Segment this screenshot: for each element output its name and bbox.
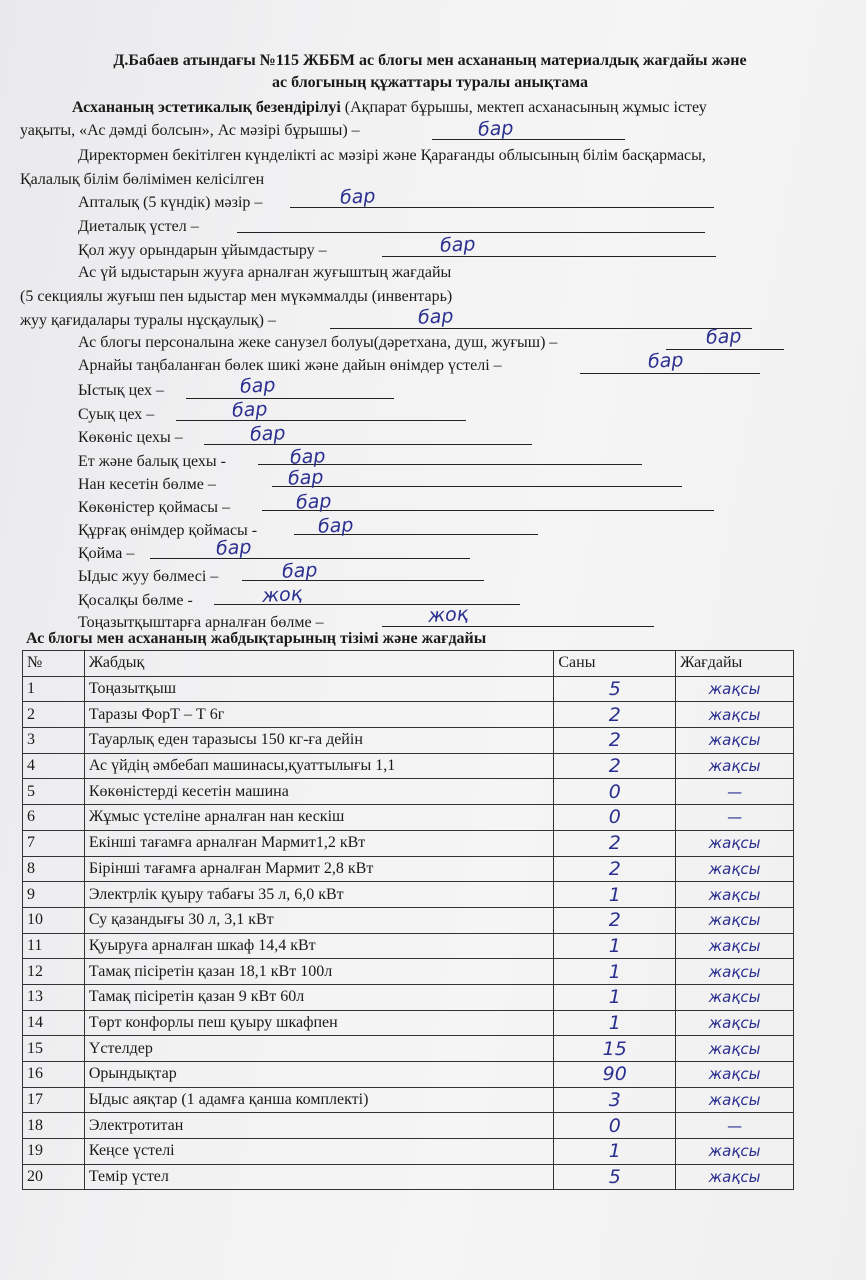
equipment-quantity: 2 [554, 830, 676, 856]
equipment-state: жақсы [676, 728, 794, 754]
header-qty: Саны [554, 651, 676, 677]
equipment-state: жақсы [676, 959, 794, 985]
table-row [23, 856, 794, 882]
vegetable-shop-label: Көкөніс цехы – [78, 429, 183, 446]
row-number: 16 [23, 1062, 85, 1088]
vegetable-store-answer: бар [295, 490, 332, 514]
equipment-quantity: 5 [554, 1164, 676, 1190]
storage-label: Қойма – [78, 545, 135, 562]
equipment-name: Тоңазытқыш [84, 676, 554, 702]
auxiliary-room-answer: жоқ [261, 582, 303, 608]
equipment-quantity: 0 [554, 805, 676, 831]
diet-table-label: Диеталық үстел – [78, 218, 199, 235]
table-row [23, 1087, 794, 1113]
equipment-name: Тамақ пісіретін қазан 18,1 кВт 100л [84, 959, 554, 985]
table-row [23, 907, 794, 933]
equipment-table-body [23, 676, 794, 1190]
equipment-quantity: 1 [554, 984, 676, 1010]
equipment-state: — [676, 1113, 794, 1139]
row-number: 5 [23, 779, 85, 805]
row-number: 1 [23, 676, 85, 702]
meat-fish-shop-label: Ет және балық цехы - [78, 453, 227, 470]
aesthetics-line-1 [72, 98, 707, 118]
equipment-state: жақсы [676, 882, 794, 908]
equipment-quantity: 15 [554, 1036, 676, 1062]
equipment-state: жақсы [676, 856, 794, 882]
handwash-answer: бар [439, 233, 476, 257]
equipment-quantity: 3 [554, 1087, 676, 1113]
equipment-name: Төрт конфорлы пеш қуыру шкафпен [84, 1010, 554, 1036]
equipment-quantity: 1 [554, 1010, 676, 1036]
cold-shop-line [176, 402, 466, 421]
row-number: 14 [23, 1010, 85, 1036]
row-number: 10 [23, 907, 85, 933]
equipment-state: жақсы [676, 1139, 794, 1165]
title-line-1: Д.Бабаев атындағы №115 ЖББМ ас блогы мен асхананың материалдық жағдайы және [113, 52, 747, 69]
equipment-quantity: 2 [554, 753, 676, 779]
equipment-quantity: 1 [554, 1139, 676, 1165]
equipment-quantity: 0 [554, 1113, 676, 1139]
table-row [23, 882, 794, 908]
equipment-quantity: 1 [554, 933, 676, 959]
vegetable-shop-answer: бар [249, 422, 286, 446]
equipment-state: жақсы [676, 1036, 794, 1062]
row-number: 2 [23, 702, 85, 728]
row-number: 9 [23, 882, 85, 908]
equipment-state: жақсы [676, 1062, 794, 1088]
equipment-state: жақсы [676, 753, 794, 779]
marked-tables-label: Арнайы таңбаланған бөлек шикі және дайын өнімдер үстелі – [78, 357, 502, 374]
handwash-line [382, 238, 716, 257]
row-number: 12 [23, 959, 85, 985]
table-row [23, 933, 794, 959]
row-number: 20 [23, 1164, 85, 1190]
table-row [23, 779, 794, 805]
equipment-name: Жұмыс үстеліне арналған нан кескіш [84, 805, 554, 831]
aesthetics-answer-line [432, 121, 625, 140]
bread-room-answer: бар [287, 466, 324, 490]
row-number: 7 [23, 830, 85, 856]
document-title [30, 50, 830, 94]
storage-line [150, 540, 470, 559]
table-header-row [23, 651, 794, 677]
fridge-room-line [382, 608, 654, 627]
equipment-name: Екінші тағамға арналған Мармит1,2 кВт [84, 830, 554, 856]
equipment-quantity: 2 [554, 728, 676, 754]
hot-shop-label: Ыстық цех – [78, 382, 165, 399]
dishwash-line [330, 310, 752, 329]
row-number: 8 [23, 856, 85, 882]
table-row [23, 1164, 794, 1190]
dishwash-room-answer: бар [281, 559, 318, 583]
bread-room-label: Нан кесетін бөлме – [78, 476, 216, 493]
table-row [23, 1010, 794, 1036]
equipment-name: Электротитан [84, 1113, 554, 1139]
table-row [23, 676, 794, 702]
dishwash-room-line [242, 559, 484, 583]
dishwash-line-3: жуу қағидалары туралы нұсқаулық) – [20, 312, 276, 329]
table-row [23, 959, 794, 985]
table-row [23, 1062, 794, 1088]
staff-sanitary-answer: бар [705, 325, 742, 349]
hot-shop-line [186, 380, 394, 399]
auxiliary-room-line [214, 582, 520, 608]
header-name: Жабдық [84, 651, 554, 677]
storage-answer: бар [215, 536, 252, 560]
equipment-state: жақсы [676, 676, 794, 702]
equipment-quantity: 2 [554, 856, 676, 882]
equipment-name: Электрлік қуыру табағы 35 л, 6,0 кВт [84, 882, 554, 908]
table-row [23, 728, 794, 754]
table-row [23, 702, 794, 728]
hot-shop-answer: бар [239, 374, 276, 398]
staff-sanitary-label: Ас блогы персоналына жеке санузел болуы(дәретхана, душ, жуғыш) – [78, 334, 558, 351]
bread-room-line [272, 466, 682, 490]
equipment-state: жақсы [676, 907, 794, 933]
equipment-state: жақсы [676, 702, 794, 728]
table-row [23, 1113, 794, 1139]
equipment-state: жақсы [676, 984, 794, 1010]
equipment-state: жақсы [676, 830, 794, 856]
equipment-name: Үстелдер [84, 1036, 554, 1062]
table-row [23, 1139, 794, 1165]
equipment-name: Қуыруға арналған шкаф 14,4 кВт [84, 933, 554, 959]
row-number: 15 [23, 1036, 85, 1062]
table-row [23, 805, 794, 831]
dishwash-answer: бар [417, 305, 454, 329]
title-line-2: ас блогының құжаттары туралы анықтама [271, 74, 588, 91]
cold-shop-answer: бар [231, 398, 268, 422]
diet-table-line [237, 214, 705, 233]
equipment-name: Кеңсе үстелі [84, 1139, 554, 1165]
equipment-quantity: 2 [554, 702, 676, 728]
vegetable-store-label: Көкөністер қоймасы – [78, 499, 230, 516]
row-number: 13 [23, 984, 85, 1010]
equipment-quantity: 0 [554, 779, 676, 805]
equipment-quantity: 90 [554, 1062, 676, 1088]
equipment-state: — [676, 779, 794, 805]
dishwash-line-2: (5 секциялы жуғыш пен ыдыстар мен мүкәммалды (инвентарь) [20, 288, 453, 305]
equipment-quantity: 2 [554, 907, 676, 933]
meat-fish-shop-answer: бар [289, 445, 326, 469]
aesthetics-heading: Асхананың эстетикалық безендірілуі [72, 99, 341, 116]
table-row [23, 830, 794, 856]
fridge-room-answer: жоқ [427, 602, 469, 628]
equipment-name: Орындықтар [84, 1062, 554, 1088]
header-no: № [23, 651, 85, 677]
fridge-room-label: Тоңазытқыштарға арналған бөлме – [78, 614, 324, 631]
row-number: 11 [23, 933, 85, 959]
equipment-name: Көкөністерді кесетін машина [84, 779, 554, 805]
table-row [23, 753, 794, 779]
row-number: 19 [23, 1139, 85, 1165]
marked-tables-answer: бар [647, 349, 684, 373]
equipment-name: Су қазандығы 30 л, 3,1 кВт [84, 907, 554, 933]
row-number: 3 [23, 728, 85, 754]
equipment-name: Ас үйдің әмбебап машинасы,қуаттылығы 1,1 [84, 753, 554, 779]
menu-intro-line-2: Қалалық білім бөлімімен келісілген [20, 171, 265, 188]
equipment-table-title: Ас блогы мен асхананың жабдықтарының тізімі және жағдайы [26, 630, 487, 647]
dishwash-room-label: Ыдыс жуу бөлмесі – [78, 568, 219, 585]
aesthetics-answer: бар [477, 117, 514, 141]
equipment-name: Тауарлық еден таразысы 150 кг-ға дейін [84, 728, 554, 754]
table-row [23, 984, 794, 1010]
equipment-state: жақсы [676, 1164, 794, 1190]
equipment-name: Ыдыс аяқтар (1 адамға қанша комплекті) [84, 1087, 554, 1113]
equipment-state: жақсы [676, 1087, 794, 1113]
equipment-quantity: 1 [554, 959, 676, 985]
equipment-name: Тамақ пісіретін қазан 9 кВт 60л [84, 984, 554, 1010]
dry-store-answer: бар [317, 514, 354, 538]
equipment-name: Бірінші тағамға арналған Мармит 2,8 кВт [84, 856, 554, 882]
handwash-label: Қол жуу орындарын ұйымдастыру – [78, 242, 327, 259]
row-number: 18 [23, 1113, 85, 1139]
weekly-menu-answer: бар [339, 185, 376, 209]
cold-shop-label: Суық цех – [78, 406, 155, 423]
menu-intro-line-1: Директормен бекітілген күнделікті ас мәзірі және Қарағанды облысының білім басқармасы, [78, 147, 706, 164]
equipment-table [22, 650, 794, 1190]
header-state: Жағдайы [676, 651, 794, 677]
equipment-name: Таразы ФорТ – Т 6г [84, 702, 554, 728]
auxiliary-room-label: Қосалқы бөлме - [78, 592, 193, 609]
dishwash-line-1: Ас үй ыдыстарын жууға арналған жуғыштың жағдайы [78, 264, 452, 281]
aesthetics-rest: (Ақпарат бұрышы, мектеп асханасының жұмыс істеу [340, 99, 707, 116]
equipment-quantity: 1 [554, 882, 676, 908]
weekly-menu-label: Апталық (5 күндік) мәзір – [78, 194, 263, 211]
equipment-state: — [676, 805, 794, 831]
row-number: 17 [23, 1087, 85, 1113]
row-number: 4 [23, 753, 85, 779]
row-number: 6 [23, 805, 85, 831]
equipment-name: Темір үстел [84, 1164, 554, 1190]
equipment-state: жақсы [676, 1010, 794, 1036]
equipment-quantity: 5 [554, 676, 676, 702]
equipment-state: жақсы [676, 933, 794, 959]
dry-store-label: Құрғақ өнімдер қоймасы - [78, 522, 258, 539]
aesthetics-line-2: уақыты, «Ас дәмді болсын», Ас мәзірі бұрышы) – [20, 122, 360, 139]
table-row [23, 1036, 794, 1062]
